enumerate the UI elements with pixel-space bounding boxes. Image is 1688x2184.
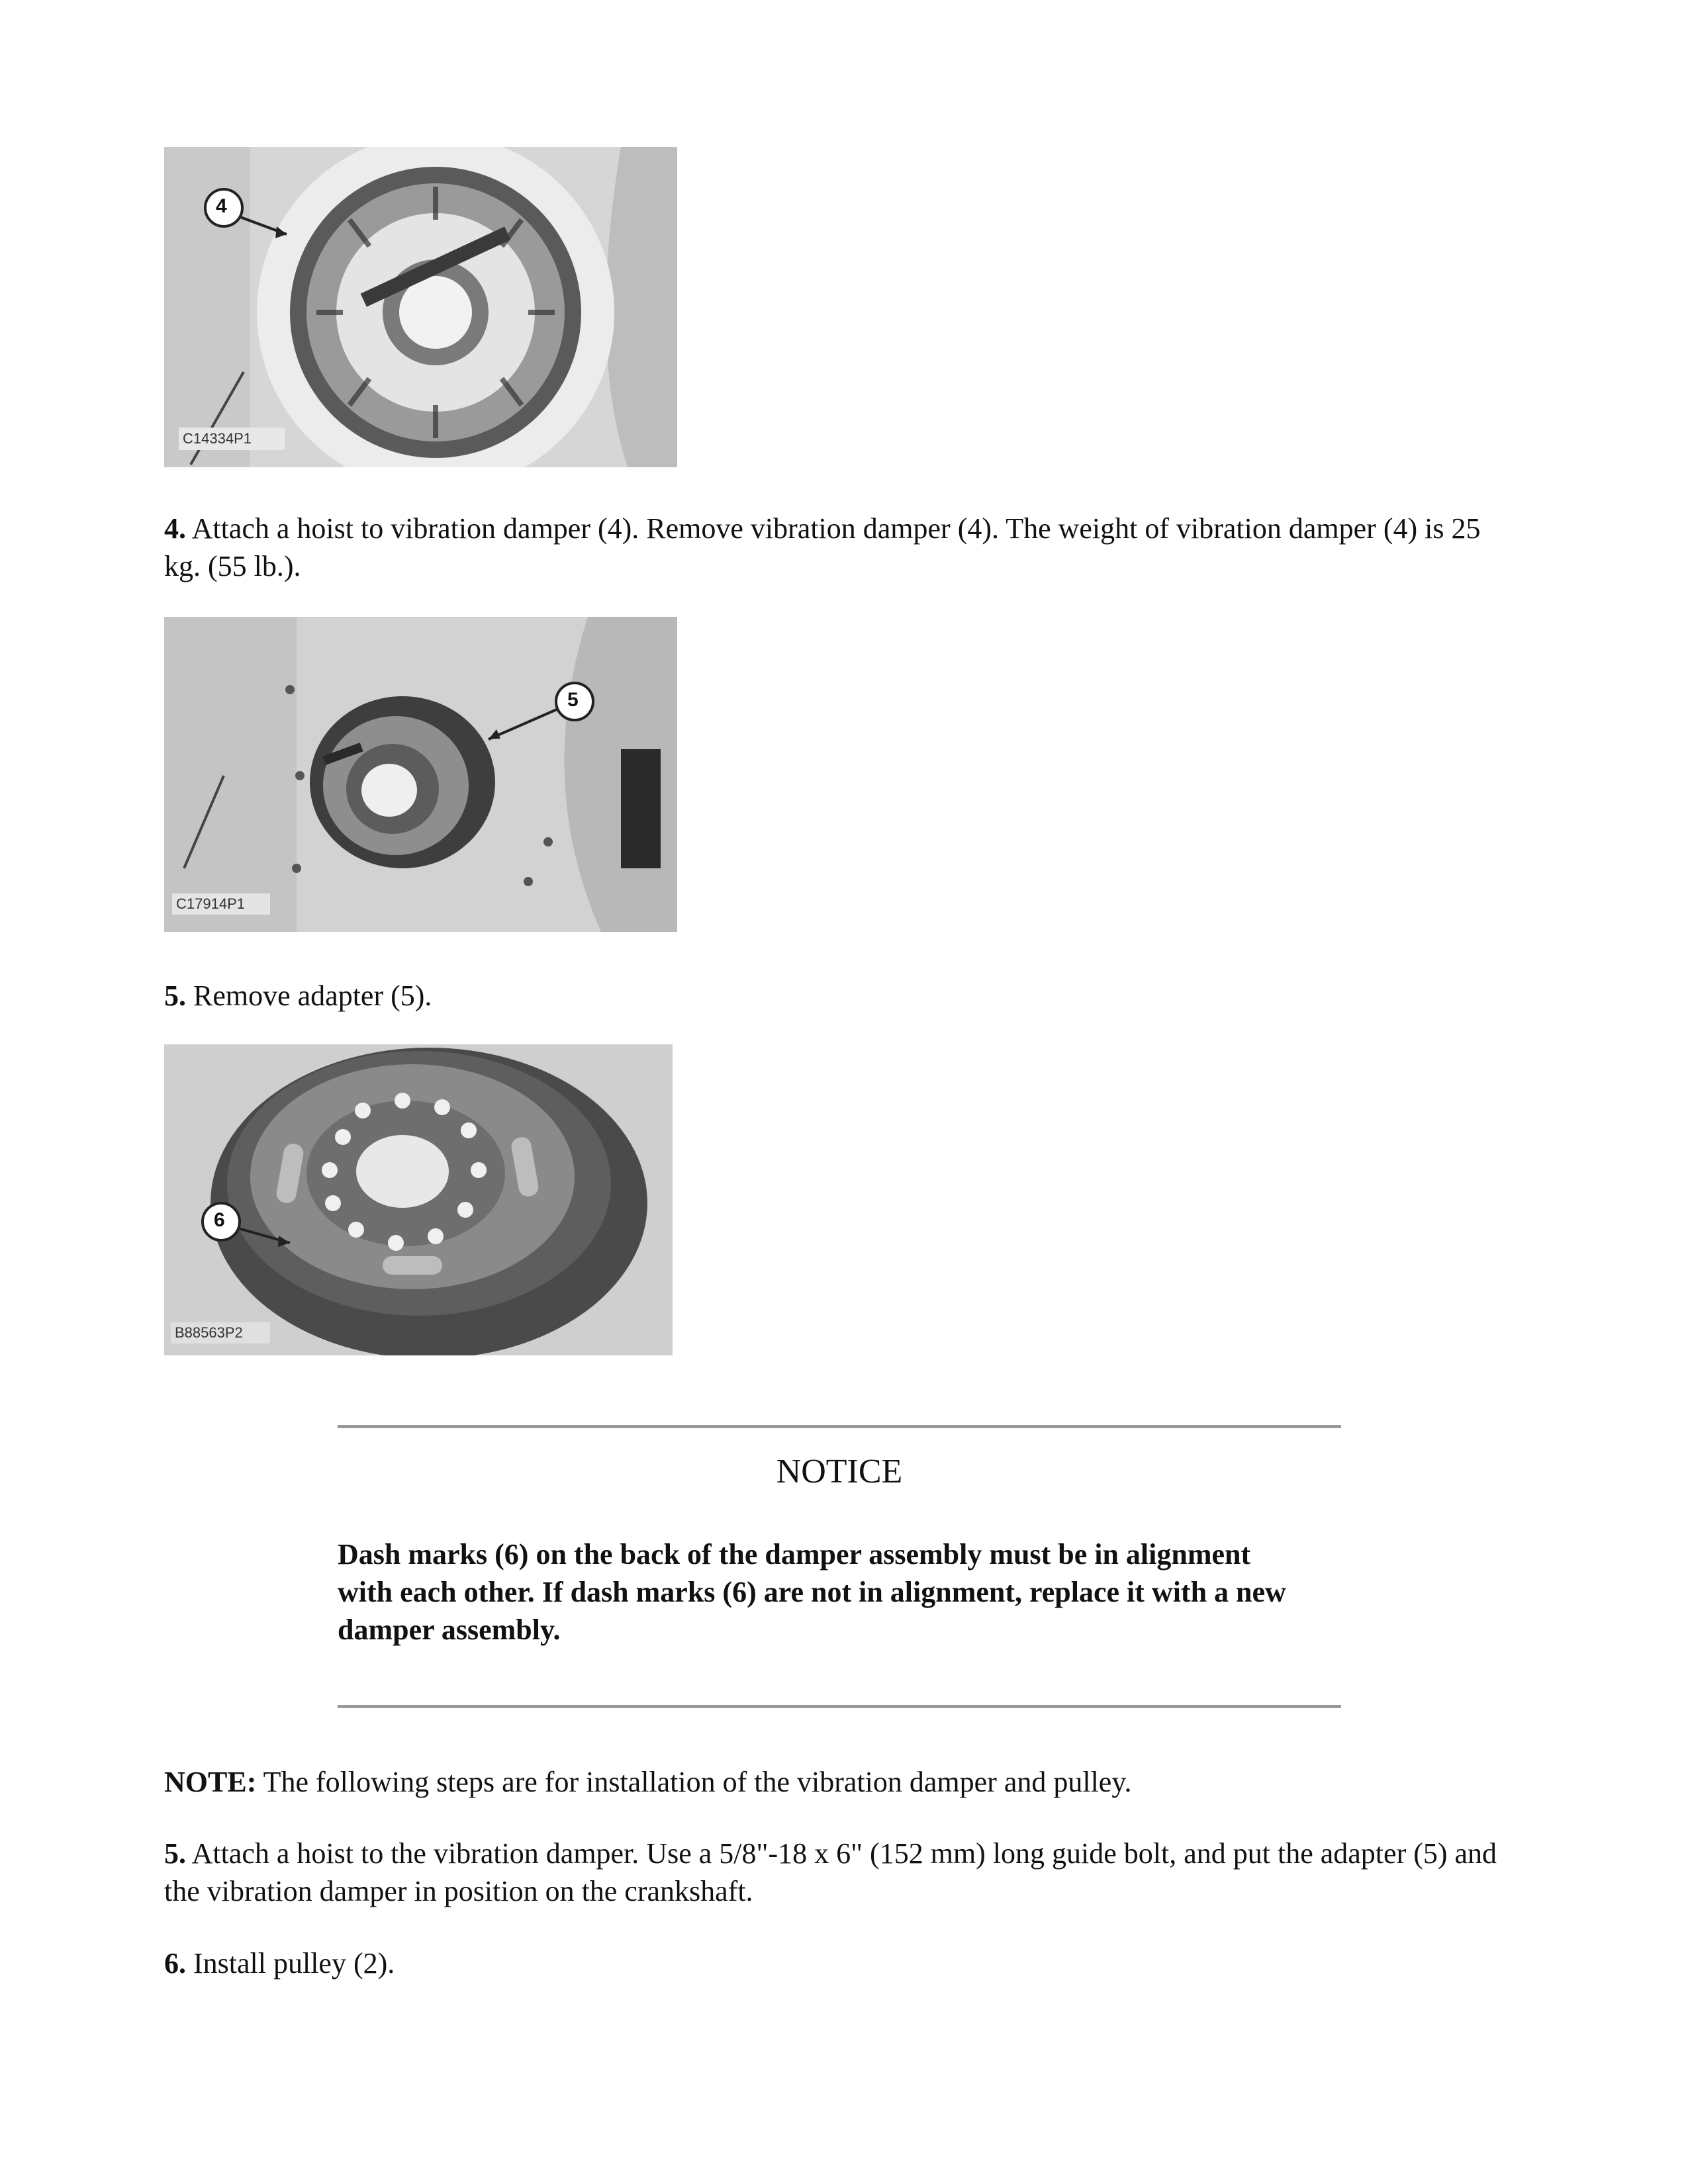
notice-title: NOTICE xyxy=(776,1453,903,1490)
step-number: 4. xyxy=(164,512,186,545)
note-paragraph xyxy=(164,1763,1501,1801)
step-4-paragraph xyxy=(164,510,1501,585)
step-6-paragraph xyxy=(164,1944,1501,1982)
step-5-paragraph xyxy=(164,977,1501,1015)
step-5-install-paragraph xyxy=(164,1835,1501,1910)
callout-6-label: 6 xyxy=(214,1209,225,1231)
step-text: Attach a hoist to the vibration damper. Use a 5/8"-18 x 6" (152 mm) long guide bolt, and put the adapter (5) and the vibration damper in position on the crankshaft. xyxy=(164,1837,1497,1907)
damper-photo-illustration xyxy=(164,147,677,467)
step-text: Attach a hoist to vibration damper (4). Remove vibration damper (4). The weight of vibration damper (4) is 25 kg. (55 lb.). xyxy=(164,512,1481,582)
damper-back-photo-illustration xyxy=(164,1044,673,1355)
notice-bottom-rule xyxy=(338,1705,1341,1708)
figure-code: C17914P1 xyxy=(176,895,245,912)
step-number: 5. xyxy=(164,979,186,1012)
notice-body: Dash marks (6) on the back of the damper assembly must be in alignment with each other. If dash marks (6) are not in alignment, replace it with a new damper assembly. xyxy=(338,1538,1286,1646)
step-number: 6. xyxy=(164,1947,186,1979)
note-label: NOTE: xyxy=(164,1766,257,1798)
adapter-photo-illustration xyxy=(164,617,677,932)
figure-adapter xyxy=(164,617,677,932)
note-text: The following steps are for installation of the vibration damper and pulley. xyxy=(263,1766,1132,1798)
figure-damper-dash-marks xyxy=(164,1044,673,1355)
callout-5-label: 5 xyxy=(567,689,579,711)
step-text: Install pulley (2). xyxy=(193,1947,395,1979)
callout-4-label: 4 xyxy=(216,195,227,217)
step-text: Remove adapter (5). xyxy=(193,979,432,1012)
step-number: 5. xyxy=(164,1837,186,1870)
notice-top-rule xyxy=(338,1425,1341,1428)
figure-vibration-damper xyxy=(164,147,677,467)
figure-code: C14334P1 xyxy=(183,430,252,447)
figure-code: B88563P2 xyxy=(175,1324,243,1341)
